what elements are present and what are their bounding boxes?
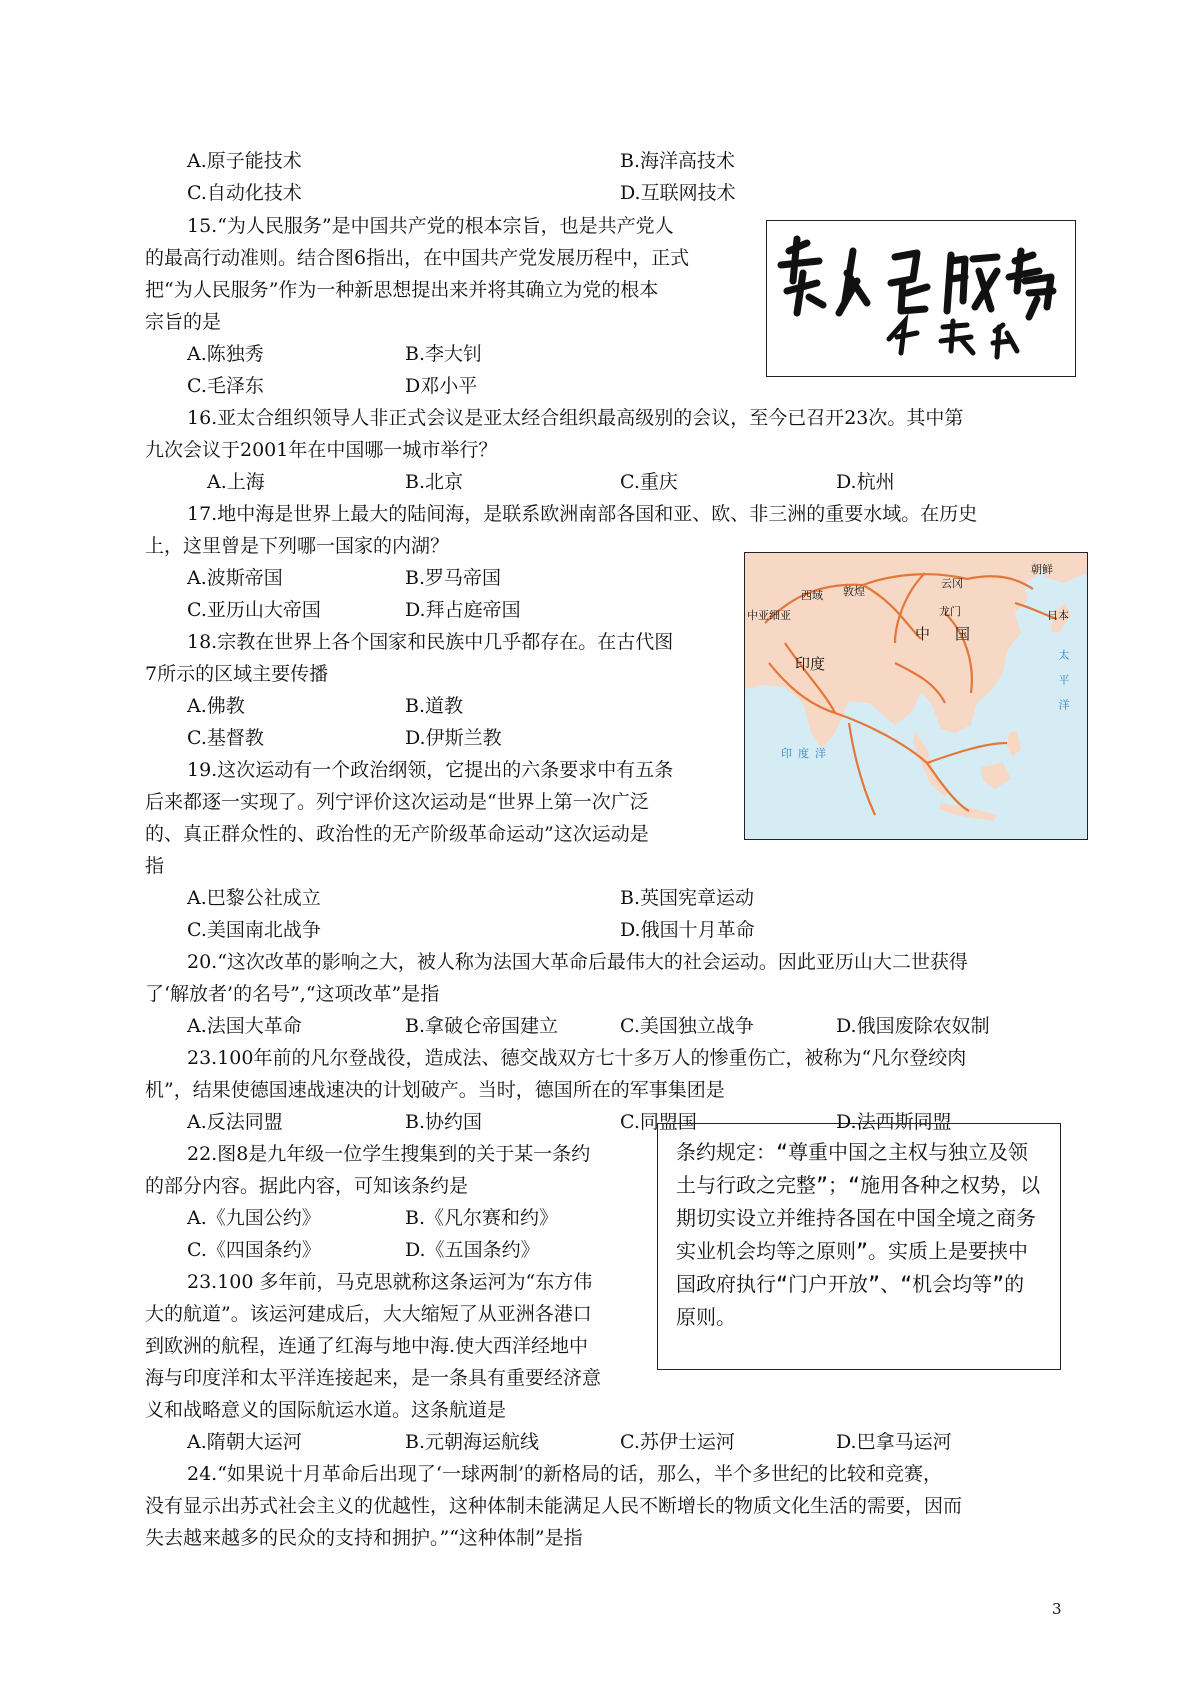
map-label-zhongyaxiya: 中亚细亚 [747,610,791,622]
q20-option-c: C.美国独立战争 [620,1015,754,1037]
map-label-longmen: 龙门 [939,606,961,618]
map-label-dunhuang: 敦煌 [843,586,865,598]
q23-option-d: D.巴拿马运河 [836,1431,952,1453]
q20-line-2: 了‘解放者’的名号”,“这项改革”是指 [145,983,440,1005]
q20-option-b: B.拿破仑帝国建立 [405,1015,559,1037]
q14-option-d: D.互联网技术 [620,182,736,204]
q17-option-a: A.波斯帝国 [187,567,283,589]
figure-7-map [744,552,1088,840]
q23-line-2: 大的航道”。该运河建成后，大大缩短了从亚洲各港口 [145,1303,592,1325]
q23-option-a: A.隋朝大运河 [187,1431,302,1453]
q23-line-5: 义和战略意义的国际航运水道。这条航道是 [145,1399,507,1421]
q19-line-2: 后来都逐一实现了。列宁评价这次运动是“世界上第一次广泛 [145,791,649,813]
q17-line-2: 上，这里曾是下列哪一国家的内湖？ [145,535,450,557]
q14-option-c: C.自动化技术 [187,182,302,204]
map-label-guo: 国 [955,626,971,643]
q19-option-b: B.英国宪章运动 [620,887,755,909]
q17-line-1: 17.地中海是世界上最大的陆间海，是联系欧洲南部各国和亚、欧、非三洲的重要水域。在历史 [187,503,978,525]
q15-line-1: 15.“为人民服务”是中国共产党的根本宗旨，也是共产党人 [187,215,674,237]
q19-line-3: 的、真正群众性的、政治性的无产阶级革命运动”这次运动是 [145,823,649,845]
q15-line-4: 宗旨的是 [145,311,222,333]
q18-option-c: C.基督教 [187,727,264,749]
q15-line-2: 的最高行动准则。结合图6指出，在中国共产党发展历程中，正式 [145,247,690,269]
q16-option-d: D.杭州 [836,471,895,493]
q22-line-1: 22.图8是九年级一位学生搜集到的关于某一条约 [187,1143,591,1165]
q22-option-b: B.《凡尔赛和约》 [405,1207,559,1229]
q21-line-1: 23.100年前的凡尔登战役，造成法、德交战双方七十多万人的惨重伤亡，被称为“凡尔登绞肉 [187,1047,967,1069]
q18-line-2: 7所示的区域主要传播 [145,663,329,685]
q23-line-4: 海与印度洋和太平洋连接起来，是一条具有重要经济意 [145,1367,602,1389]
q20-line-1: 20.“这次改革的影响之大，被人称为法国大革命后最伟大的社会运动。因此亚历山大二世获得 [187,951,968,973]
q23-line-3: 到欧洲的航程，连通了红海与地中海.使大西洋经地中 [145,1335,589,1357]
page-number: 3 [1052,1600,1062,1618]
q22-line-2: 的部分内容。据此内容，可知该条约是 [145,1175,469,1197]
q15-line-3: 把“为人民服务”作为一种新思想提出来并将其确立为党的根本 [145,279,659,301]
q22-option-d: D.《五国条约》 [405,1239,540,1261]
q24-line-1: 24.“如果说十月革命后出现了‘一球两制’的新格局的话，那么，半个多世纪的比较和竞赛， [187,1463,943,1485]
map-label-chaoxian: 朝鲜 [1031,564,1053,576]
q16-option-a: A.上海 [207,471,265,493]
q19-option-d: D.俄国十月革命 [620,919,755,941]
q21-option-d: D.法西斯同盟 [836,1111,952,1133]
figure-6-calligraphy [766,220,1076,377]
q16-option-b: B.北京 [405,471,464,493]
q18-option-d: D.伊斯兰教 [405,727,502,749]
q17-option-b: B.罗马帝国 [405,567,502,589]
map-label-taipingyang: 太平洋 [1057,649,1069,724]
q14-option-a: A.原子能技术 [187,150,302,172]
q21-option-b: B.协约国 [405,1111,483,1133]
q19-line-1: 19.这次运动有一个政治纲领，它提出的六条要求中有五条 [187,759,674,781]
q19-line-4: 指 [145,855,165,877]
q23-option-c: C.苏伊士运河 [620,1431,735,1453]
q17-option-c: C.亚历山大帝国 [187,599,321,621]
map-label-riben: 日本 [1047,610,1069,622]
q15-option-a: A.陈独秀 [187,343,264,365]
map-label-yindu: 印度 [795,656,826,673]
q21-option-a: A.反法同盟 [187,1111,283,1133]
q23-option-b: B.元朝海运航线 [405,1431,540,1453]
q18-line-1: 18.宗教在世界上各个国家和民族中几乎都存在。在古代图 [187,631,674,653]
q24-line-2: 没有显示出苏式社会主义的优越性，这种体制未能满足人民不断增长的物质文化生活的需要，因而 [145,1495,963,1517]
q24-line-3: 失去越来越多的民众的支持和拥护。”“这种体制”是指 [145,1527,583,1549]
q16-line-1: 16.亚太合组织领导人非正式会议是亚太经合组织最高级别的会议，至今已召开23次。其中第 [187,407,964,429]
q15-option-d: D邓小平 [405,375,478,397]
q20-option-d: D.俄国废除农奴制 [836,1015,990,1037]
q17-option-d: D.拜占庭帝国 [405,599,521,621]
buddhism-spread-map [745,553,1087,839]
q23-line-1: 23.100 多年前，马克思就称这条运河为“东方伟 [187,1271,593,1293]
q22-option-c: C.《四国条约》 [187,1239,321,1261]
calligraphy-image [767,221,1075,376]
map-label-xiyu: 西域 [801,590,823,602]
q15-option-b: B.李大钊 [405,343,483,365]
map-label-yungang: 云冈 [941,578,963,590]
q16-line-2: 九次会议于2001年在中国哪一城市举行？ [145,439,498,461]
q15-option-c: C.毛泽东 [187,375,264,397]
q19-option-a: A.巴黎公社成立 [187,887,321,909]
q16-option-c: C.重庆 [620,471,678,493]
map-label-zhong: 中 [915,626,931,643]
q20-option-a: A.法国大革命 [187,1015,302,1037]
q19-option-c: C.美国南北战争 [187,919,321,941]
map-label-yinduyang: 印度洋 [781,748,832,760]
q21-line-2: 机”，结果使德国速战速决的计划破产。当时，德国所在的军事集团是 [145,1079,725,1101]
q14-option-b: B.海洋高技术 [620,150,736,172]
q18-option-a: A.佛教 [187,695,245,717]
q18-option-b: B.道教 [405,695,464,717]
figure-8-treaty-box: 条约规定：“尊重中国之主权与独立及领土与行政之完整”；“施用各种之权势，以期切实设立并维持各国在中国全境之商务实业机会均等之原则”。实质上是要挟中国政府执行“门户开放”、“机会均等”的原则。 [657,1123,1061,1370]
q21-option-c: C.同盟国 [620,1111,697,1133]
q22-option-a: A.《九国公约》 [187,1207,321,1229]
